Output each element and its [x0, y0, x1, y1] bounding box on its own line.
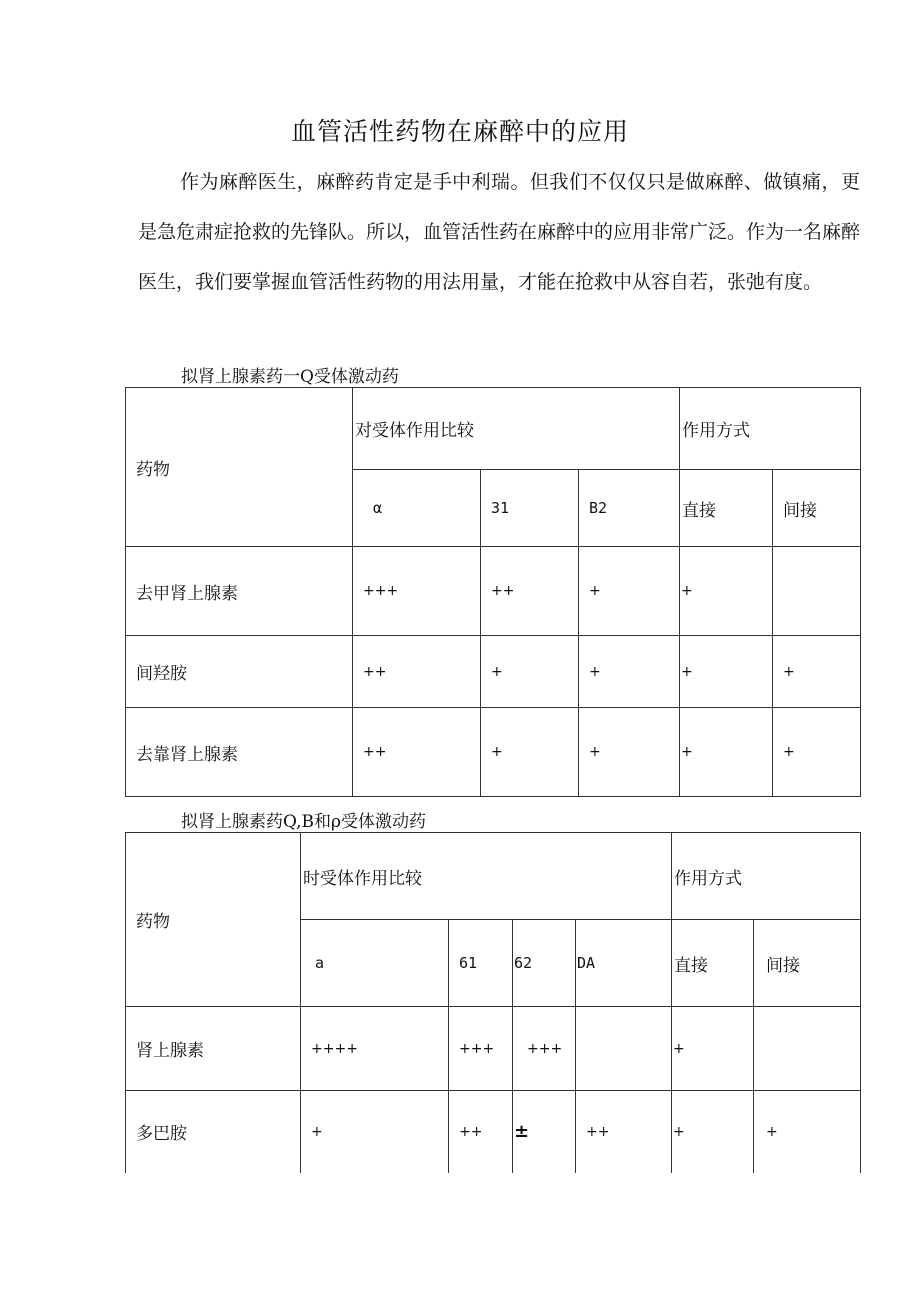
sub-header-direct: 直接 [680, 470, 773, 547]
sub-header-beta2: 62 [513, 920, 576, 1007]
value-cell: + [773, 708, 861, 797]
value-cell: ++ [353, 636, 481, 708]
value-cell: + [579, 708, 680, 797]
value-cell: + [680, 636, 773, 708]
drug-header: 药物 [126, 833, 301, 1007]
adrenergic-alpha-table [125, 387, 861, 797]
table-row [126, 636, 861, 708]
table-row [126, 708, 861, 797]
receptor-header: 对受体作用比较 [353, 388, 680, 470]
value-cell: + [579, 547, 680, 636]
value-cell: ± [513, 1091, 576, 1173]
value-cell: +++ [449, 1007, 513, 1091]
value-cell: ++ [449, 1091, 513, 1173]
intro-paragraph: 作为麻醉医生，麻醉药肯定是手中利瑞。但我们不仅仅只是做麻醉、做镇痛，更是急危肃症抢救的先锋队。所以，血管活性药在麻醉中的应用非常广泛。作为一名麻醉医生，我们要掌握血管活性药物的用法用量，才能在抢救中从容自若，张弛有度。 [138, 171, 861, 293]
sub-header-indirect: 间接 [754, 920, 861, 1007]
value-cell [576, 1007, 672, 1091]
value-cell: ++++ [301, 1007, 449, 1091]
receptor-header: 时受体作用比较 [301, 833, 672, 920]
value-cell: + [773, 636, 861, 708]
value-cell [773, 547, 861, 636]
table1-caption: 拟肾上腺素药一Q受体激动药 [181, 367, 399, 387]
sub-header-indirect: 间接 [773, 470, 861, 547]
drug-name: 去靠肾上腺素 [126, 708, 353, 797]
value-cell: + [680, 708, 773, 797]
page-title: 血管活性药物在麻醉中的应用 [290, 117, 629, 146]
mode-header: 作用方式 [680, 388, 861, 470]
value-cell: + [301, 1091, 449, 1173]
sub-header-dopamine: DA [576, 920, 672, 1007]
value-cell [754, 1007, 861, 1091]
table-row [126, 1007, 861, 1091]
value-cell: ++ [576, 1091, 672, 1173]
drug-header: 药物 [126, 388, 353, 547]
value-cell: ++ [353, 708, 481, 797]
value-cell: + [579, 636, 680, 708]
sub-header-direct: 直接 [672, 920, 754, 1007]
value-cell: + [481, 636, 579, 708]
value-cell: + [680, 547, 773, 636]
mode-header: 作用方式 [672, 833, 861, 920]
table-row [126, 1091, 861, 1173]
value-cell: + [672, 1007, 754, 1091]
sub-header-beta1: 61 [449, 920, 513, 1007]
sub-header-beta2: B2 [579, 470, 680, 547]
adrenergic-alpha-beta-dopamine-table [125, 832, 861, 1173]
sub-header-alpha: a [301, 920, 449, 1007]
sub-header-alpha: α [353, 470, 481, 547]
value-cell: + [481, 708, 579, 797]
table2-caption: 拟肾上腺素药Q,B和ρ受体激动药 [181, 812, 426, 832]
value-cell: ++ [481, 547, 579, 636]
table-row [126, 547, 861, 636]
value-cell: +++ [353, 547, 481, 636]
drug-name: 间羟胺 [126, 636, 353, 708]
drug-name: 肾上腺素 [126, 1007, 301, 1091]
drug-name: 多巴胺 [126, 1091, 301, 1173]
value-cell: + [754, 1091, 861, 1173]
sub-header-beta1: 31 [481, 470, 579, 547]
value-cell: + [672, 1091, 754, 1173]
value-cell: +++ [513, 1007, 576, 1091]
drug-name: 去甲肾上腺素 [126, 547, 353, 636]
